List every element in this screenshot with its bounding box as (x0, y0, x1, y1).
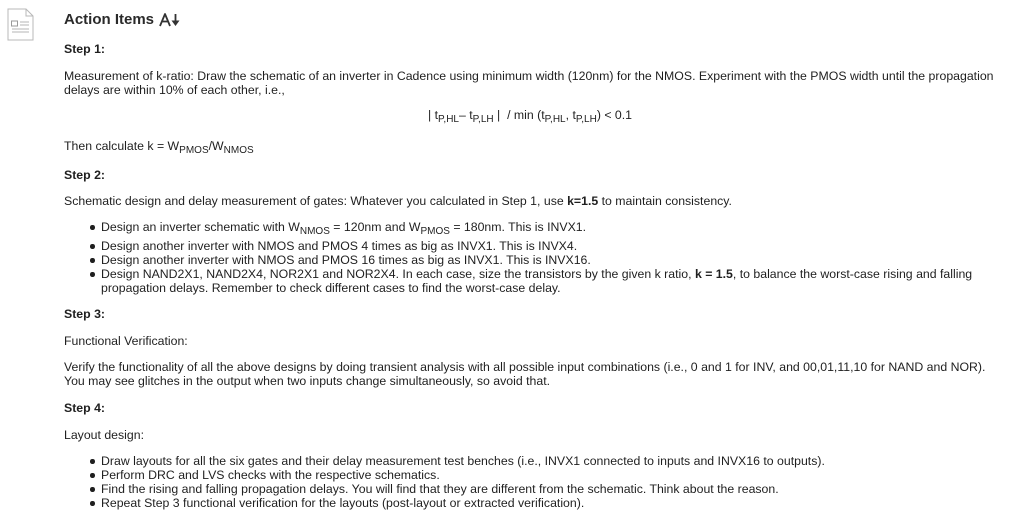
step3-paragraph: Verify the functionality of all the above designs by doing transient analysis with all possible input combinations (i.e., 0 and 1 for INV, and 00,01,11,10 for NAND and NOR). You may see glitches in the output when two inputs change simultaneously, so avoid that. (64, 360, 986, 388)
list-item: Design another inverter with NMOS and PMOS 16 times as big as INVX1. This is INVX16. (64, 253, 994, 267)
formula-part: – t (458, 108, 473, 122)
formula-part: ) < 0.1 (596, 108, 633, 122)
step4-list (64, 454, 994, 510)
bullet-text: , to balance the worst-case rising and falling propagation delays. Remember to check different cases to find the worst-case delay. (101, 267, 973, 295)
step2-k-value: k=1.5 (567, 194, 599, 208)
list-item: Perform DRC and LVS checks with the respective schematics. (64, 468, 994, 482)
bullet-sub: NMOS (299, 226, 330, 237)
formula-sub: P,HL (544, 114, 566, 125)
bullet-text: Design an inverter schematic with W (101, 220, 300, 234)
bullet-text: Design NAND2X1, NAND2X4, NOR2X1 and NOR2X4. In each case, size the transistors by the given k ratio, (101, 267, 695, 281)
list-item: Draw layouts for all the six gates and their delay measurement test benches (i.e., INVX1 connected to inputs and INVX16 to outputs). (64, 454, 994, 468)
page-title: Action Items (64, 11, 155, 28)
step1-paragraph: Measurement of k-ratio: Draw the schematic of an inverter in Cadence using minimum width (120nm) for the NMOS. Experiment with the PMOS width until the propagation delays are within 10% of each other, i.e., (64, 69, 994, 97)
formula-sub: P,LH (472, 114, 494, 125)
calc-text: Then calculate k = W (64, 139, 180, 153)
formula-part: , t (565, 108, 576, 122)
step3-subtitle: Functional Verification: (64, 334, 188, 348)
calc-text: /W (208, 139, 224, 153)
step1-heading: Step 1: (64, 42, 105, 56)
step2-text: Schematic design and delay measurement of gates: Whatever you calculated in Step 1, use (64, 194, 568, 208)
list-item: Repeat Step 3 functional verification for the layouts (post-layout or extracted verification). (64, 496, 994, 510)
list-item (64, 220, 994, 239)
formula-sub: P,LH (575, 114, 597, 125)
sort-ascending-icon[interactable] (159, 12, 181, 28)
document-icon (7, 8, 34, 41)
step4-heading: Step 4: (64, 401, 105, 415)
k-ratio-calculation (64, 139, 254, 158)
delay-formula (428, 108, 632, 127)
calc-sub: NMOS (223, 145, 254, 156)
step2-paragraph (64, 194, 732, 208)
bullet-k-value: k = 1.5 (694, 267, 733, 281)
list-item: Find the rising and falling propagation delays. You will find that they are different from the schematic. Think about the reason. (64, 482, 994, 496)
formula-part: | t (428, 108, 439, 122)
bullet-text: = 180nm. This is INVX1. (449, 220, 587, 234)
formula-sub: P,HL (438, 114, 459, 125)
bullet-sub: PMOS (420, 226, 450, 237)
step2-text: to maintain consistency. (598, 194, 732, 208)
formula-part: | / min (t (493, 108, 545, 122)
step2-heading: Step 2: (64, 168, 105, 182)
list-item (64, 267, 994, 295)
step3-heading: Step 3: (64, 307, 105, 321)
step2-list (64, 220, 994, 295)
list-item: Design another inverter with NMOS and PMOS 4 times as big as INVX1. This is INVX4. (64, 239, 994, 253)
step4-subtitle: Layout design: (64, 428, 144, 442)
bullet-text: = 120nm and W (329, 220, 421, 234)
title-row (64, 12, 181, 28)
calc-sub: PMOS (179, 145, 209, 156)
